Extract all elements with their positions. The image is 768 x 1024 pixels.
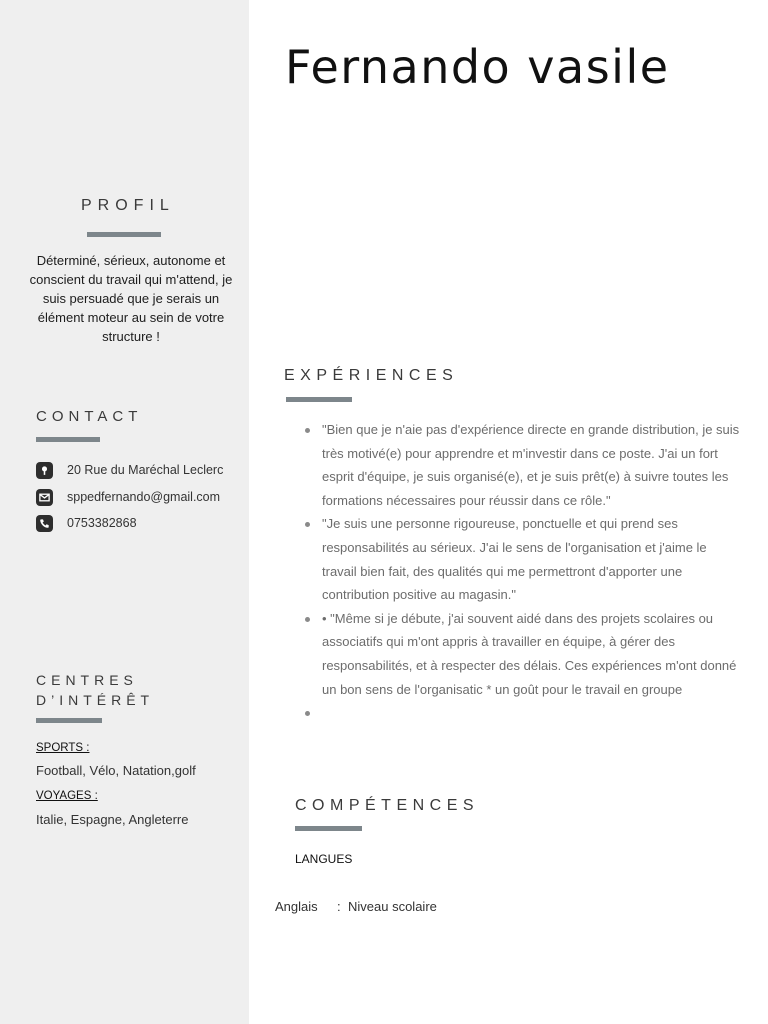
contact-address [36,461,223,479]
contact-email-text[interactable]: sppedfernando@gmail.com [67,490,221,504]
sidebar [0,0,249,1024]
envelope-icon [36,489,53,506]
bullet-icon [305,617,310,622]
sports-text: Football, Vélo, Natation,golf [36,763,196,778]
experience-text: • "Même si je débute, j'ai souvent aidé dans des projets scolaires ou associatifs qui m'ont appris à travailler en équipe, à gérer des responsabilités, et à respecter des délais. Ces expériences m'ont donné un bon sens de l'organisatic * un goût pour le travail en groupe [322,610,737,697]
contact-email[interactable] [36,488,220,506]
contact-phone[interactable] [36,514,137,532]
voyages-heading: VOYAGES : [36,790,98,802]
contact-title-bar [36,437,100,442]
experience-text: "Bien que je n'aie pas d'expérience directe en grande distribution, je suis très motivé(e) pour apprendre et m'investir dans ce poste. J'ai un fort esprit d'équipe, je suis organisé(e), et je suis prêt(e) à suivre toutes les formations nécessaires pour réussir dans ce rôle." [322,422,740,508]
bullet-icon [305,428,310,433]
profil-text: Déterminé, sérieux, autonome et conscient du travail qui m'attend, je suis persuadé que je serais un élément moteur au sein de votre structure ! [29,253,233,344]
location-pin-icon [36,462,53,479]
voyages-text: Italie, Espagne, Angleterre [36,812,189,827]
contact-phone-text[interactable]: 0753382868 [67,516,137,530]
language-row [275,899,437,914]
phone-icon [36,515,53,532]
experience-item [304,607,744,701]
experience-item-empty [304,701,744,725]
sports-heading: SPORTS : [36,742,90,754]
bullet-icon [305,522,310,527]
interets-title-line1: CENTRES [36,672,138,688]
experiences-title: EXPÉRIENCES [284,367,459,384]
experience-item [304,418,744,512]
experiences-list [304,418,744,725]
experience-item [304,512,744,606]
contact-title: CONTACT [36,408,143,425]
experience-text: "Je suis une personne rigoureuse, ponctuelle et qui prend ses responsabilités au sérieux. J'ai le sens de l'organisation et j'aime le travail bien fait, des qualités qui me permettront d'apporter une contribution positive au magasin." [322,516,707,603]
experiences-title-bar [286,397,352,402]
competences-title-bar [295,826,362,831]
profil-title-bar [87,232,161,237]
language-level: Niveau scolaire [348,899,437,914]
interets-title-bar [36,718,102,723]
language-separator: : [337,899,341,914]
language-name: Anglais [275,899,318,914]
candidate-name: Fernando vasile [285,40,670,94]
interets-title-line2: D’INTÉRÊT [36,692,155,708]
profil-title: PROFIL [81,197,175,214]
langues-heading: LANGUES [295,852,353,866]
competences-title: COMPÉTENCES [295,797,480,814]
contact-address-text: 20 Rue du Maréchal Leclerc [67,463,224,477]
bullet-icon [305,711,310,716]
